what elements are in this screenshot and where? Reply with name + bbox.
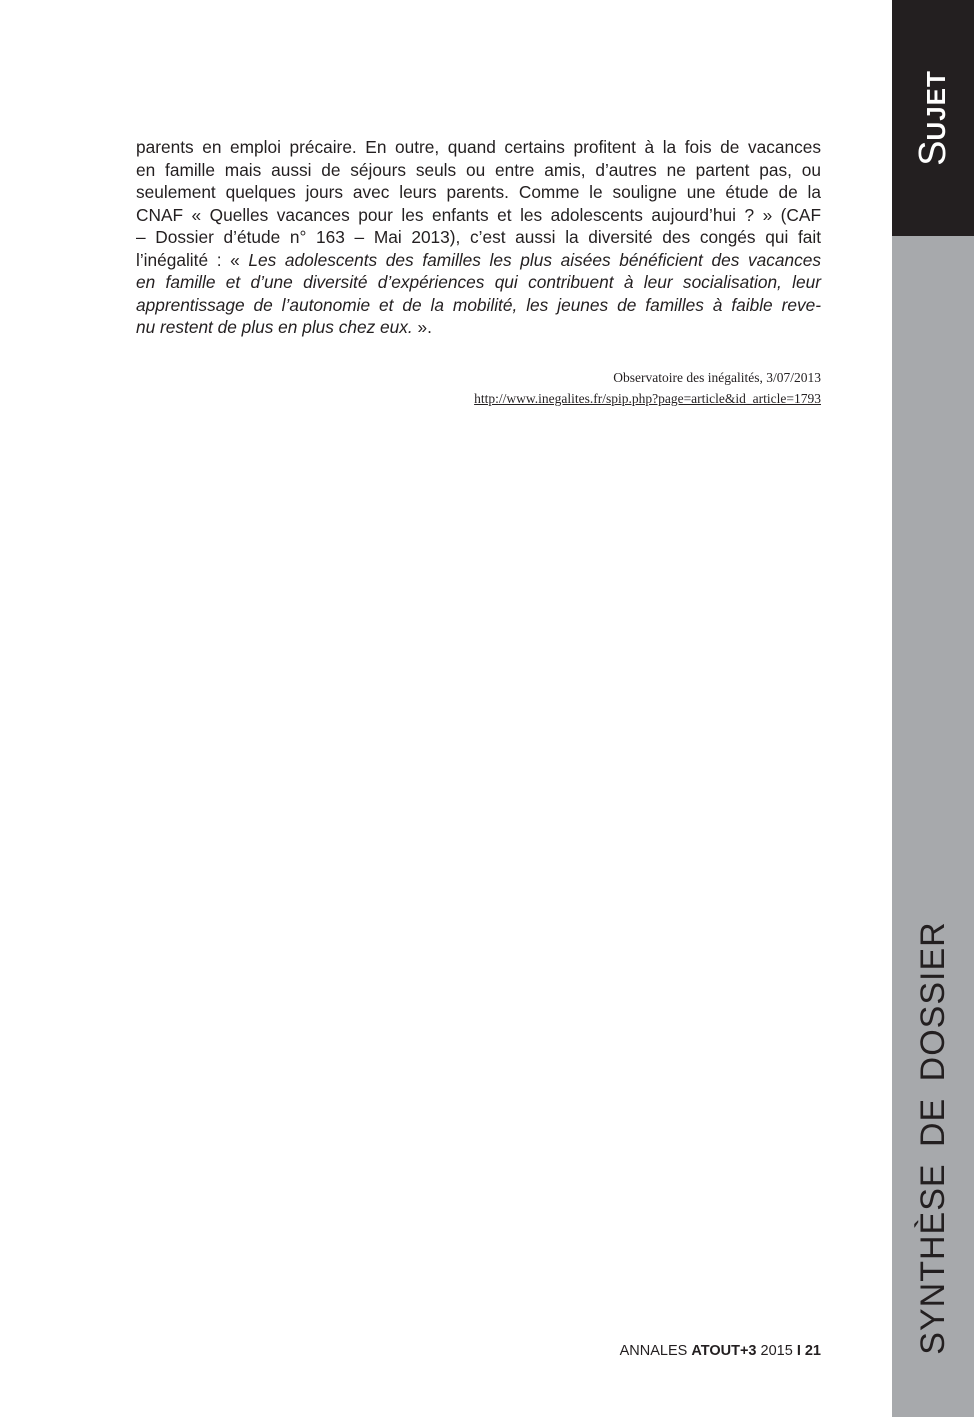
- footer-year: 2015: [756, 1343, 797, 1359]
- body-line: CNAF « Quelles vacances pour les enfants et les adolescents aujourd’hui ? » (CAF: [136, 204, 821, 225]
- body-line: parents en emploi précaire. En outre, quand certains profitent à la fois de vacances: [136, 137, 821, 157]
- section-label-cap: S: [912, 140, 954, 166]
- footer-brand: ATOUT+3: [691, 1343, 757, 1359]
- vertical-title-synthese: SYNTHÈSE DE DOSSIER: [914, 921, 952, 1355]
- quote-text: Les adolescents des familles les plus aisées bénéficient des vacances: [248, 249, 821, 270]
- quote-text: apprentissage de l’autonomie et de la mobilité, les jeunes de familles à faible reve-: [136, 294, 821, 315]
- page-number: I 21: [796, 1343, 821, 1359]
- quote-text: en famille et d’une diversité d’expériences qui contribuent à leur socialisation, leur: [136, 272, 821, 292]
- quote-intro: l’inégalité : «: [136, 249, 249, 270]
- quote-close: ».: [412, 317, 432, 337]
- source-url-link[interactable]: http://www.inegalites.fr/spip.php?page=article&id_article=1793: [474, 391, 821, 406]
- source-citation: [474, 367, 821, 409]
- page-footer: [620, 1343, 821, 1359]
- footer-annales: ANNALES: [619, 1343, 692, 1359]
- body-paragraph: [136, 136, 821, 339]
- body-line: – Dossier d’étude n° 163 – Mai 2013), c’est aussi la diversité des congés qui fait: [136, 227, 821, 247]
- body-line-quote: [136, 294, 821, 317]
- body-line-quote-start: [136, 249, 821, 272]
- section-label-rest: UJET: [921, 70, 951, 141]
- body-line-quote: [136, 271, 821, 294]
- section-label-sujet: [914, 70, 952, 166]
- source-name: Observatoire des inégalités, 3/07/2013: [613, 370, 821, 385]
- body-line: en famille mais aussi de séjours seuls ou entre amis, d’autres ne partent pas, ou: [136, 159, 821, 180]
- quote-text: nu restent de plus en plus chez eux.: [136, 317, 413, 337]
- body-line-quote-end: [136, 316, 821, 339]
- body-line: seulement quelques jours avec leurs parents. Comme le souligne une étude de la: [136, 182, 821, 202]
